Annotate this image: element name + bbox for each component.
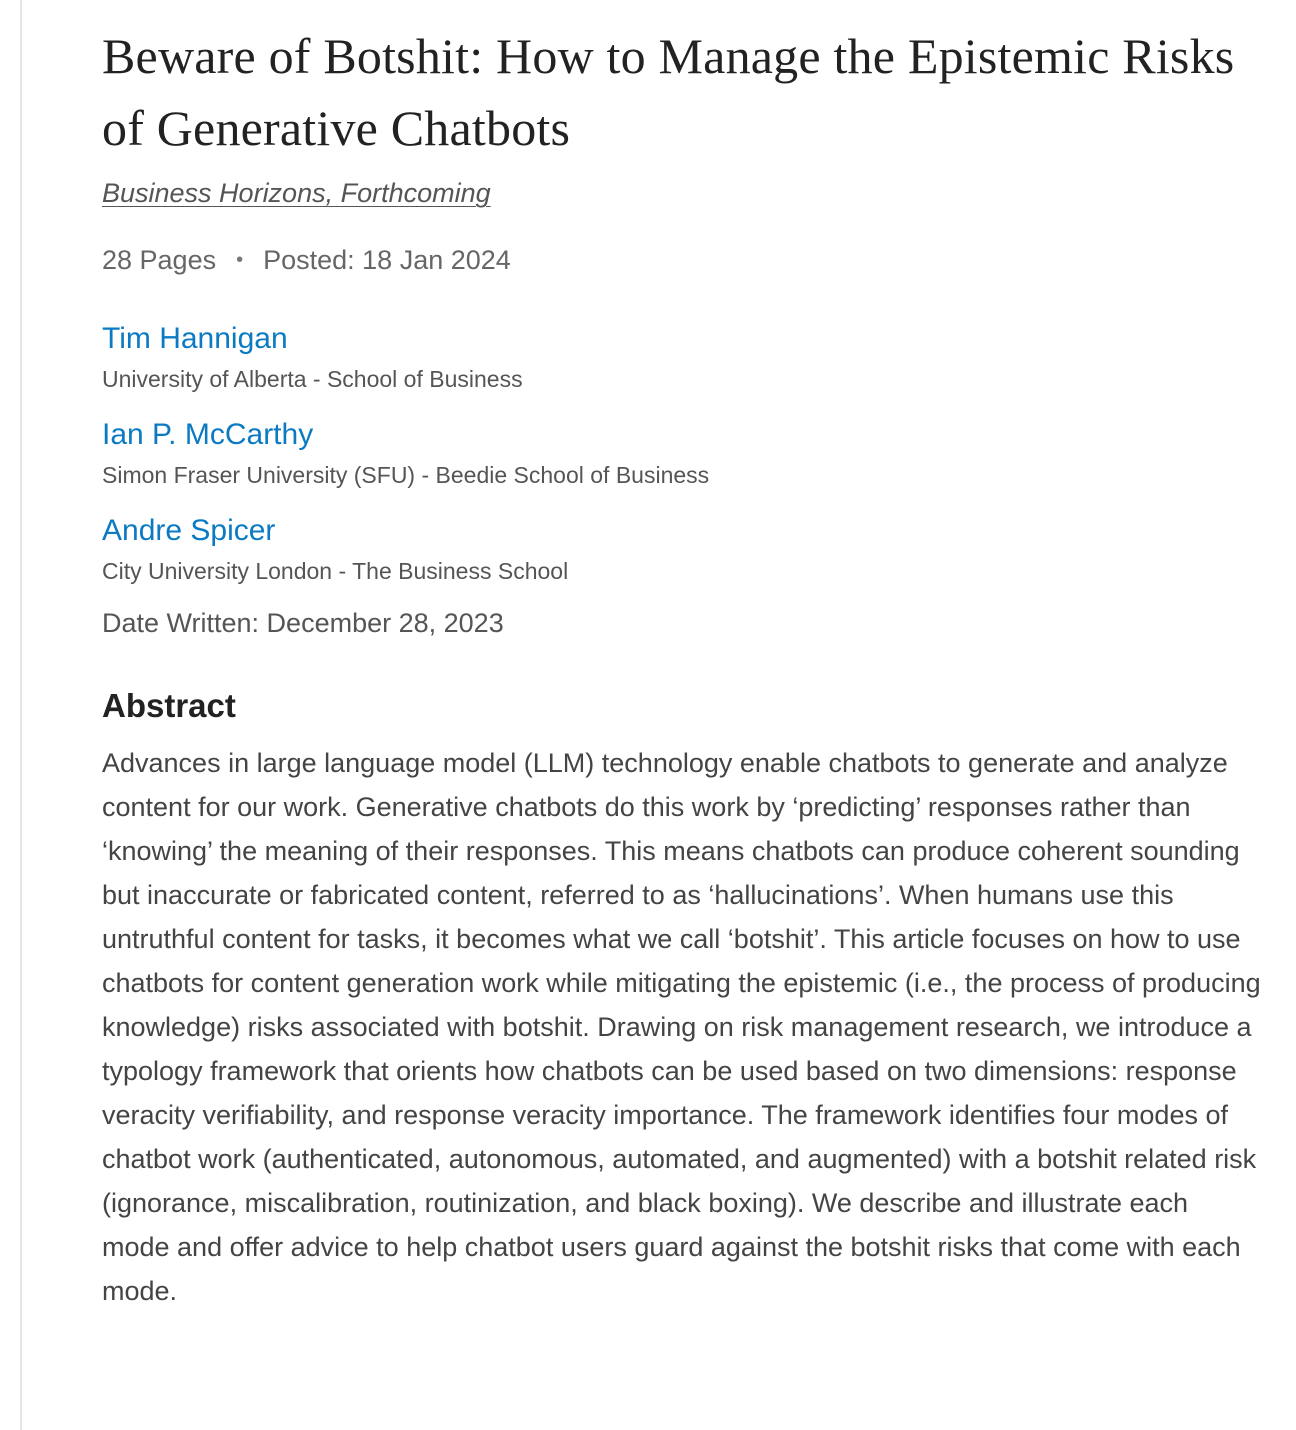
abstract-text: Advances in large language model (LLM) technology enable chatbots to generate and analyze content for our work. Generative chatbots do this work by ‘predicting’ responses rather than ‘knowing’ the meaning of their responses. This means chatbots can produce coherent sounding but inaccurate or fabricated content, referred to as ‘hallucinations’. When humans use this untruthful content for tasks, it becomes what we call ‘botshit’. This article focuses on how to use chatbots for content generation work while mitigating the epistemic (i.e., the process of producing knowledge) risks associated with botshit. Drawing on risk management research, we introduce a typology framework that orients how chatbots can be used based on two dimensions: response veracity verifiability, and response veracity importance. The framework identifies four modes of chatbot work (authenticated, autonomous, automated, and augmented) with a botshit related risk (ignorance, miscalibration, routinization, and black boxing). We describe and illustrate each mode and offer advice to help chatbot users guard against the botshit risks that come with each mode. (102, 748, 1261, 1306)
author-entry (102, 510, 1262, 586)
paper-meta (102, 245, 1262, 276)
left-border-rule (20, 0, 22, 1430)
posted-date: Posted: 18 Jan 2024 (263, 245, 511, 275)
journal-link[interactable]: Business Horizons, Forthcoming (102, 178, 491, 208)
author-affiliation: City University London - The Business School (102, 558, 569, 584)
page-count: 28 Pages (102, 245, 217, 275)
author-link[interactable]: Andre Spicer (102, 514, 276, 547)
author-list (102, 318, 1262, 586)
author-entry (102, 414, 1262, 490)
author-affiliation: University of Alberta - School of Business (102, 366, 523, 392)
abstract-heading: Abstract (102, 687, 236, 724)
author-link[interactable]: Tim Hannigan (102, 322, 288, 355)
author-affiliation: Simon Fraser University (SFU) - Beedie School of Business (102, 462, 710, 488)
author-link[interactable]: Ian P. McCarthy (102, 418, 314, 451)
date-written: Date Written: December 28, 2023 (102, 608, 504, 638)
meta-separator: • (236, 249, 244, 271)
paper-title: Beware of Botshit: How to Manage the Epistemic Risks of Generative Chatbots (102, 28, 1235, 156)
paper-page (102, 0, 1262, 1313)
author-entry (102, 318, 1262, 394)
